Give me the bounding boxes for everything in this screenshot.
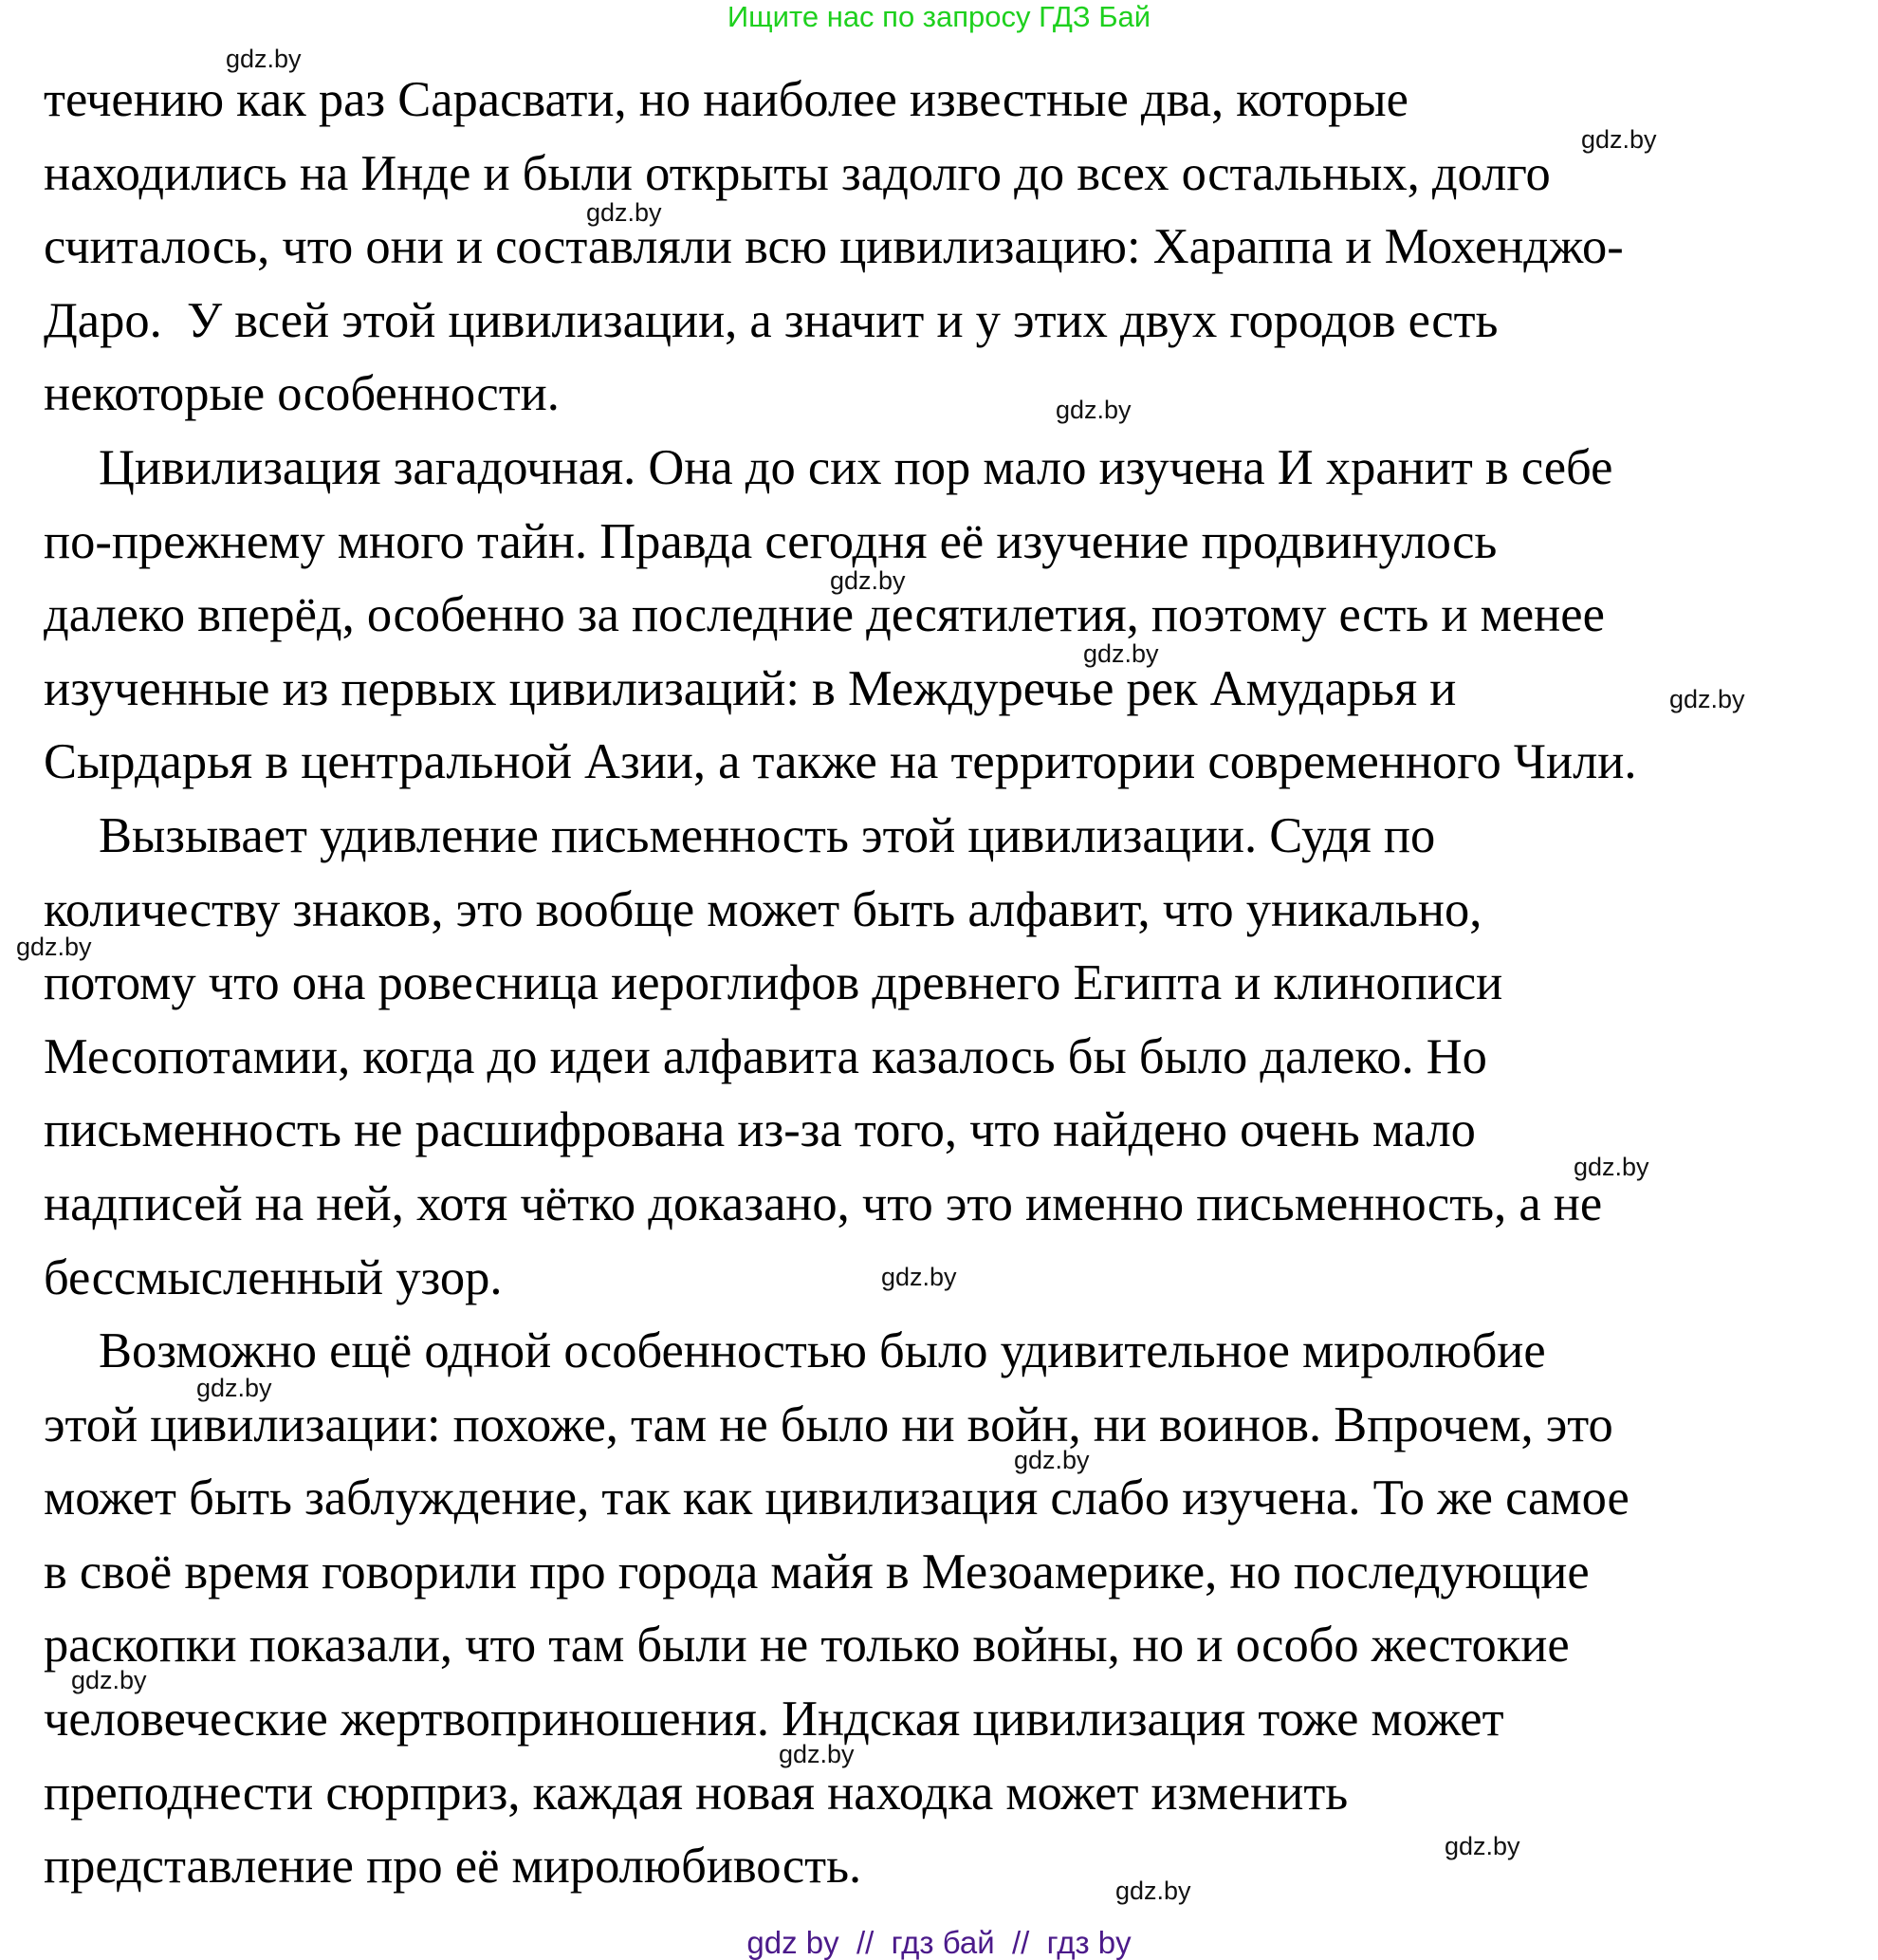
footer-links: gdz by // гдз бай // гдз by — [746, 1925, 1132, 1960]
watermark: gdz.by — [1669, 685, 1745, 713]
document-body — [44, 64, 1865, 1904]
watermark: gdz.by — [226, 45, 302, 73]
text-line: Месопотамии, когда до идеи алфавита казалось бы было далеко. Но — [44, 1028, 1487, 1084]
text-line: находились на Инде и были открыты задолго до всех остальных, долго — [44, 145, 1551, 201]
text-line: представление про её миролюбивость. — [44, 1839, 862, 1895]
watermark: gdz.by — [1056, 396, 1132, 424]
text-line: надписей на ней, хотя чётко доказано, что это именно письменность, а не — [44, 1175, 1603, 1231]
watermark: gdz.by — [881, 1263, 957, 1291]
text-line: Возможно ещё одной особенностью было удивительное миролюбие — [99, 1323, 1546, 1379]
text-line: Даро. У всей этой цивилизации, а значит и у этих двух городов есть — [44, 292, 1499, 348]
watermark: gdz.by — [71, 1666, 147, 1694]
watermark: gdz.by — [586, 198, 662, 227]
text-line: изученные из первых цивилизаций: в Междуречье рек Амударья и — [44, 660, 1457, 716]
watermark: gdz.by — [1083, 639, 1159, 668]
watermark: gdz.by — [1574, 1153, 1649, 1181]
text-line: письменность не расшифрована из-за того, что найдено очень мало — [44, 1102, 1476, 1158]
text-line: преподнести сюрприз, каждая новая находка может изменить — [44, 1765, 1349, 1821]
text-line: раскопки показали, что там были не только войны, но и особо жестокие — [44, 1618, 1570, 1673]
text-line: может быть заблуждение, так как цивилизация слабо изучена. То же самое — [44, 1470, 1629, 1526]
text-line: некоторые особенности. — [44, 366, 560, 422]
text-line: течению как раз Сарасвати, но наиболее известные два, которые — [44, 72, 1408, 127]
text-line: этой цивилизации: похоже, там не было ни войн, ни воинов. Впрочем, это — [44, 1396, 1613, 1452]
text-line: Вызывает удивление письменность этой цивилизации. Судя по — [99, 807, 1436, 863]
watermark: gdz.by — [1115, 1877, 1191, 1905]
watermark: gdz.by — [196, 1374, 272, 1402]
text-line: Сырдарья в центральной Азии, а также на территории современного Чили. — [44, 734, 1637, 790]
text-line: потому что она ровесница иероглифов древнего Египта и клинописи — [44, 955, 1503, 1011]
text-line: бессмысленный узор. — [44, 1249, 503, 1305]
text-line: человеческие жертвоприношения. Индская цивилизация тоже может — [44, 1692, 1504, 1747]
watermark: gdz.by — [16, 933, 92, 961]
search-hint-banner: Ищите нас по запросу ГДЗ Бай — [727, 0, 1151, 33]
text-line: Цивилизация загадочная. Она до сих пор мало изучена И хранит в себе — [99, 439, 1613, 495]
watermark: gdz.by — [830, 566, 906, 595]
text-line: далеко вперёд, особенно за последние десятилетия, поэтому есть и менее — [44, 587, 1605, 643]
watermark: gdz.by — [779, 1740, 855, 1768]
watermark: gdz.by — [1581, 125, 1657, 154]
watermark: gdz.by — [1014, 1446, 1090, 1474]
text-line: считалось, что они и составляли всю цивилизацию: Хараппа и Мохенджо- — [44, 219, 1624, 275]
text-line: по-прежнему много тайн. Правда сегодня её изучение продвинулось — [44, 513, 1498, 569]
text-line: в своё время говорили про города майя в Мезоамерике, но последующие — [44, 1544, 1590, 1599]
text-line: количеству знаков, это вообще может быть алфавит, что уникально, — [44, 881, 1482, 937]
watermark: gdz.by — [1445, 1832, 1520, 1860]
